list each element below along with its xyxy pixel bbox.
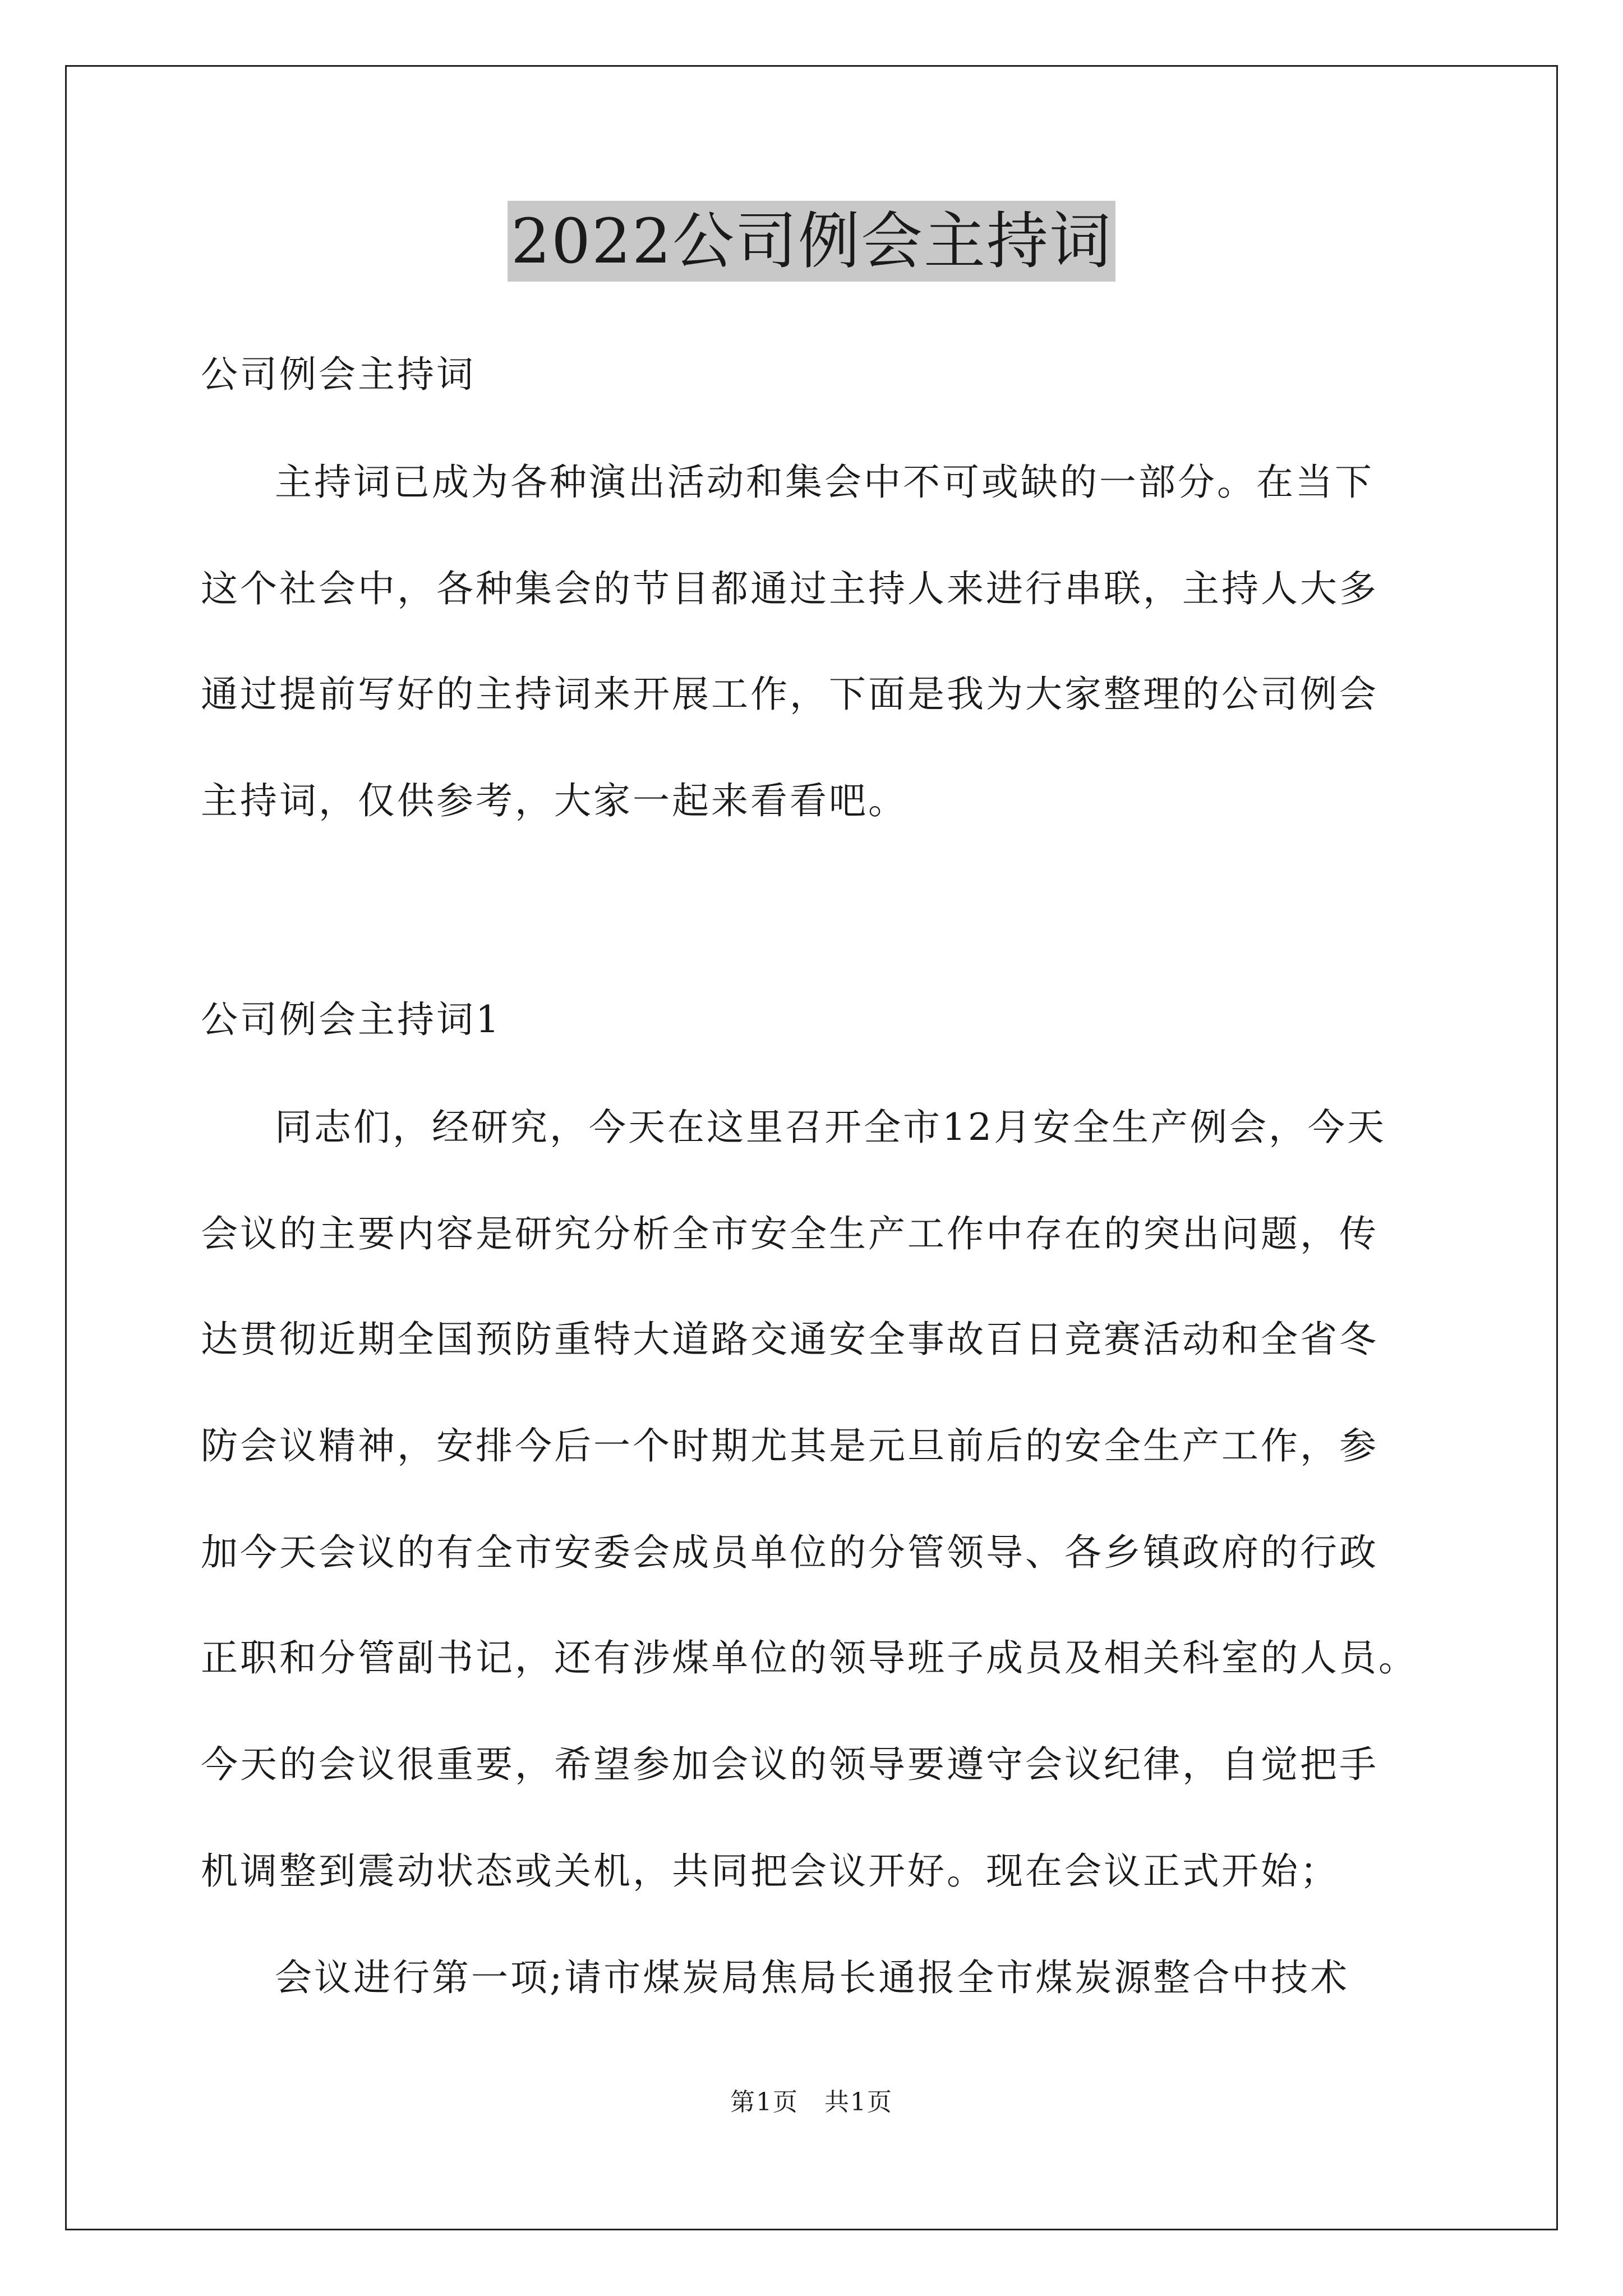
section1-line-5: 加今天会议的有全市安委会成员单位的分管领导、各乡镇政府的行政: [201, 1531, 1378, 1574]
section1-line-9: 会议进行第一项;请市煤炭局焦局长通报全市煤炭源整合中技术: [275, 1956, 1350, 1999]
section1-line-2: 会议的主要内容是研究分析全市安全生产工作中存在的突出问题，传: [201, 1212, 1378, 1255]
section1-heading: 公司例会主持词1: [201, 998, 501, 1041]
section1-line-8: 机调整到震动状态或关机，共同把会议开好。现在会议正式开始；: [201, 1849, 1339, 1893]
intro-line-4: 主持词，仅供参考，大家一起来看看吧。: [201, 779, 907, 822]
intro-line-2: 这个社会中，各种集会的节目都通过主持人来进行串联，主持人大多: [201, 567, 1378, 610]
title-container: [0, 201, 1623, 282]
page-footer: 第1页 共1页: [730, 2088, 893, 2116]
section1-line-4: 防会议精神，安排今后一个时期尤其是元旦前后的安全生产工作，参: [201, 1424, 1378, 1467]
document-title: 2022公司例会主持词: [508, 201, 1115, 282]
section1-line-6: 正职和分管副书记，还有涉煤单位的领导班子成员及相关科室的人员。: [201, 1636, 1418, 1680]
document-subtitle: 公司例会主持词: [201, 353, 476, 396]
intro-line-3: 通过提前写好的主持词来开展工作，下面是我为大家整理的公司例会: [201, 673, 1378, 716]
section1-line-3: 达贯彻近期全国预防重特大道路交通安全事故百日竞赛活动和全省冬: [201, 1318, 1378, 1361]
section1-line-7: 今天的会议很重要，希望参加会议的领导要遵守会议纪律，自觉把手: [201, 1743, 1378, 1786]
intro-line-1: 主持词已成为各种演出活动和集会中不可或缺的一部分。在当下: [275, 461, 1374, 504]
section1-line-1: 同志们，经研究，今天在这里召开全市12月安全生产例会，今天: [275, 1106, 1386, 1149]
